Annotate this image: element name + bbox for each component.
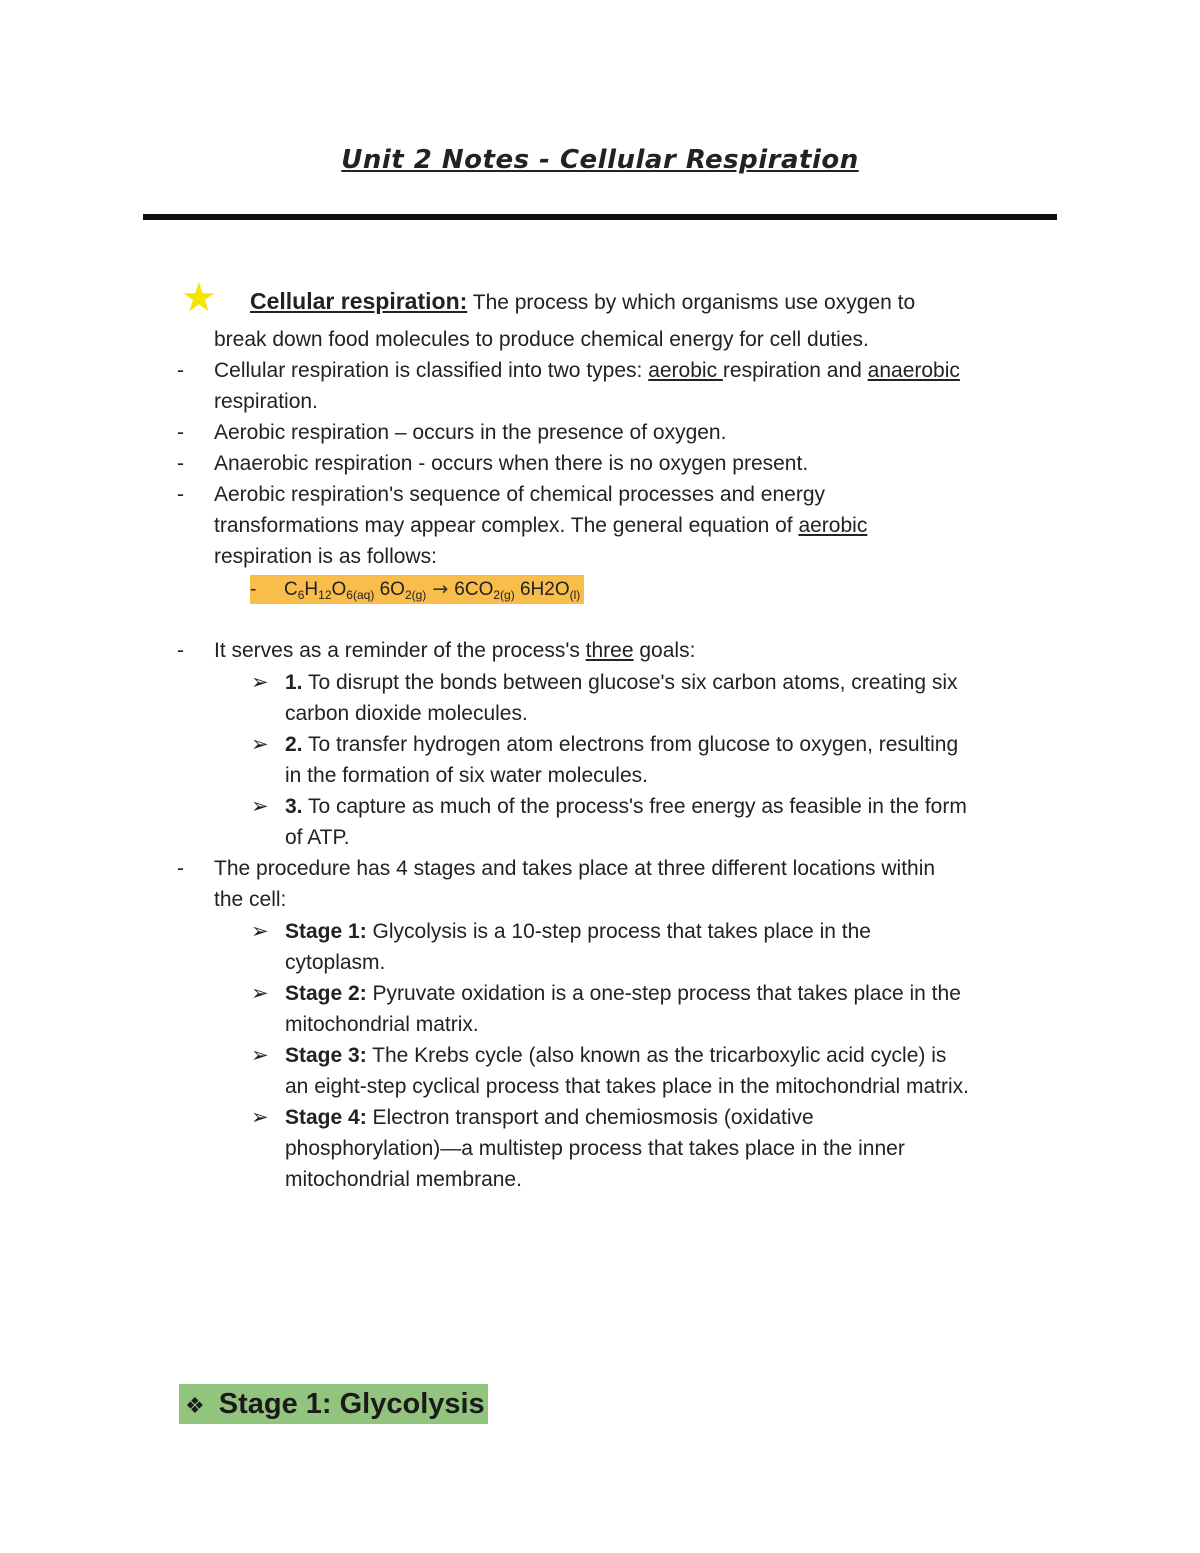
goal-item: [285, 791, 967, 822]
bullet-equation-intro: Aerobic respiration's sequence of chemical processes and energy: [214, 483, 826, 506]
stage-text: The Krebs cycle (also known as the tricarboxylic acid cycle) is: [366, 1044, 947, 1067]
definition-text-1: The process by which organisms use oxygen to: [467, 291, 916, 314]
bullet-text: respiration.: [214, 390, 318, 413]
eq-h: H: [304, 579, 319, 600]
goal-text: To disrupt the bonds between glucose's six carbon atoms, creating six: [302, 671, 958, 694]
aerobic-term: aerobic: [648, 359, 723, 382]
goal-item: [285, 729, 958, 760]
star-icon: ★: [181, 275, 217, 321]
dash-bullet: -: [177, 857, 184, 880]
title-divider: [143, 214, 1057, 220]
bullet-equation-intro-2: [214, 510, 867, 541]
dash-bullet: -: [177, 639, 184, 662]
arrow-bullet-icon: ➢: [251, 982, 269, 1005]
stage-text: Glycolysis is a 10-step process that takes place in the: [366, 920, 871, 943]
stage-text: cytoplasm.: [285, 951, 386, 974]
goal-item: [285, 667, 958, 698]
stage-item: [285, 1102, 814, 1133]
stage-label: Stage 4:: [285, 1106, 367, 1129]
bullet-respiration-types: [214, 355, 960, 386]
eq-sub: 2(g): [493, 588, 515, 602]
dash-bullet: -: [177, 483, 184, 506]
dash-bullet: -: [177, 359, 184, 382]
stage-label: Stage 2:: [285, 982, 367, 1005]
page-title: Unit 2 Notes - Cellular Respiration: [341, 145, 859, 175]
arrow-bullet-icon: ➢: [251, 920, 269, 943]
bullet-text: It serves as a reminder of the process's: [214, 639, 586, 662]
bullet-anaerobic: Anaerobic respiration - occurs when there is no oxygen present.: [214, 452, 809, 475]
eq-sub: (l): [569, 588, 581, 602]
goal-text: To transfer hydrogen atom electrons from glucose to oxygen, resulting: [302, 733, 959, 756]
bullet-text: the cell:: [214, 888, 287, 911]
bullet-aerobic: Aerobic respiration – occurs in the presence of oxygen.: [214, 421, 727, 444]
stage-label: Stage 3:: [285, 1044, 367, 1067]
arrow-bullet-icon: ➢: [251, 795, 269, 818]
bullet-text: respiration is as follows:: [214, 545, 437, 568]
stage-text: an eight-step cyclical process that takes place in the mitochondrial matrix.: [285, 1075, 969, 1098]
arrow-bullet-icon: ➢: [251, 671, 269, 694]
bullet-text: respiration and: [722, 359, 868, 382]
eq-sub: 2(g): [404, 588, 427, 602]
goal-number: 3.: [285, 795, 303, 818]
eq-o2: 6O: [374, 579, 405, 600]
stage-item: [285, 916, 871, 947]
goal-number: 2.: [285, 733, 303, 756]
stage-label: Stage 1:: [285, 920, 367, 943]
definition-term: Cellular respiration:: [250, 288, 468, 314]
respiration-equation: [250, 575, 584, 604]
stage-text: Electron transport and chemiosmosis (oxidative: [366, 1106, 814, 1129]
section-heading-glycolysis: [179, 1384, 488, 1424]
goal-text: carbon dioxide molecules.: [285, 702, 528, 725]
bullet-text: goals:: [633, 639, 696, 662]
stage-text: phosphorylation)—a multistep process that takes place in the inner: [285, 1137, 905, 1160]
arrow-bullet-icon: ➢: [251, 1044, 269, 1067]
eq-arrow: →: [426, 578, 455, 600]
equation-dash: -: [250, 579, 257, 600]
goal-number: 1.: [285, 671, 303, 694]
eq-o: O: [331, 579, 347, 600]
dash-bullet: -: [177, 452, 184, 475]
bullet-goals-intro: [214, 635, 695, 666]
eq-sub: 6: [297, 588, 305, 602]
section-heading-text: Stage 1: Glycolysis: [218, 1388, 485, 1420]
eq-sub: 6(aq): [346, 588, 375, 602]
stage-text: mitochondrial membrane.: [285, 1168, 522, 1191]
eq-sub: 12: [318, 588, 332, 602]
goal-text: in the formation of six water molecules.: [285, 764, 648, 787]
eq-h2o: 6H2O: [514, 579, 570, 600]
dash-bullet: -: [177, 421, 184, 444]
eq-co2: 6CO: [454, 579, 494, 600]
stage-text: mitochondrial matrix.: [285, 1013, 479, 1036]
bullet-text: Cellular respiration is classified into two types:: [214, 359, 649, 382]
definition-text-2: break down food molecules to produce chemical energy for cell duties.: [214, 328, 869, 351]
eq-c: C: [284, 579, 298, 600]
arrow-bullet-icon: ➢: [251, 1106, 269, 1129]
goal-text: To capture as much of the process's free energy as feasible in the form: [302, 795, 967, 818]
bullet-stages-intro: The procedure has 4 stages and takes place at three different locations within: [214, 857, 936, 880]
goal-text: of ATP.: [285, 826, 350, 849]
arrow-bullet-icon: ➢: [251, 733, 269, 756]
three-term: three: [585, 639, 634, 662]
aerobic-term: aerobic: [798, 514, 868, 537]
anaerobic-term: anaerobic: [867, 359, 960, 382]
diamond-bullet-icon: ❖: [185, 1394, 205, 1419]
definition-line-1: [250, 286, 915, 318]
bullet-text: transformations may appear complex. The general equation of: [214, 514, 799, 537]
stage-text: Pyruvate oxidation is a one-step process that takes place in the: [366, 982, 961, 1005]
stage-item: [285, 1040, 946, 1071]
stage-item: [285, 978, 961, 1009]
